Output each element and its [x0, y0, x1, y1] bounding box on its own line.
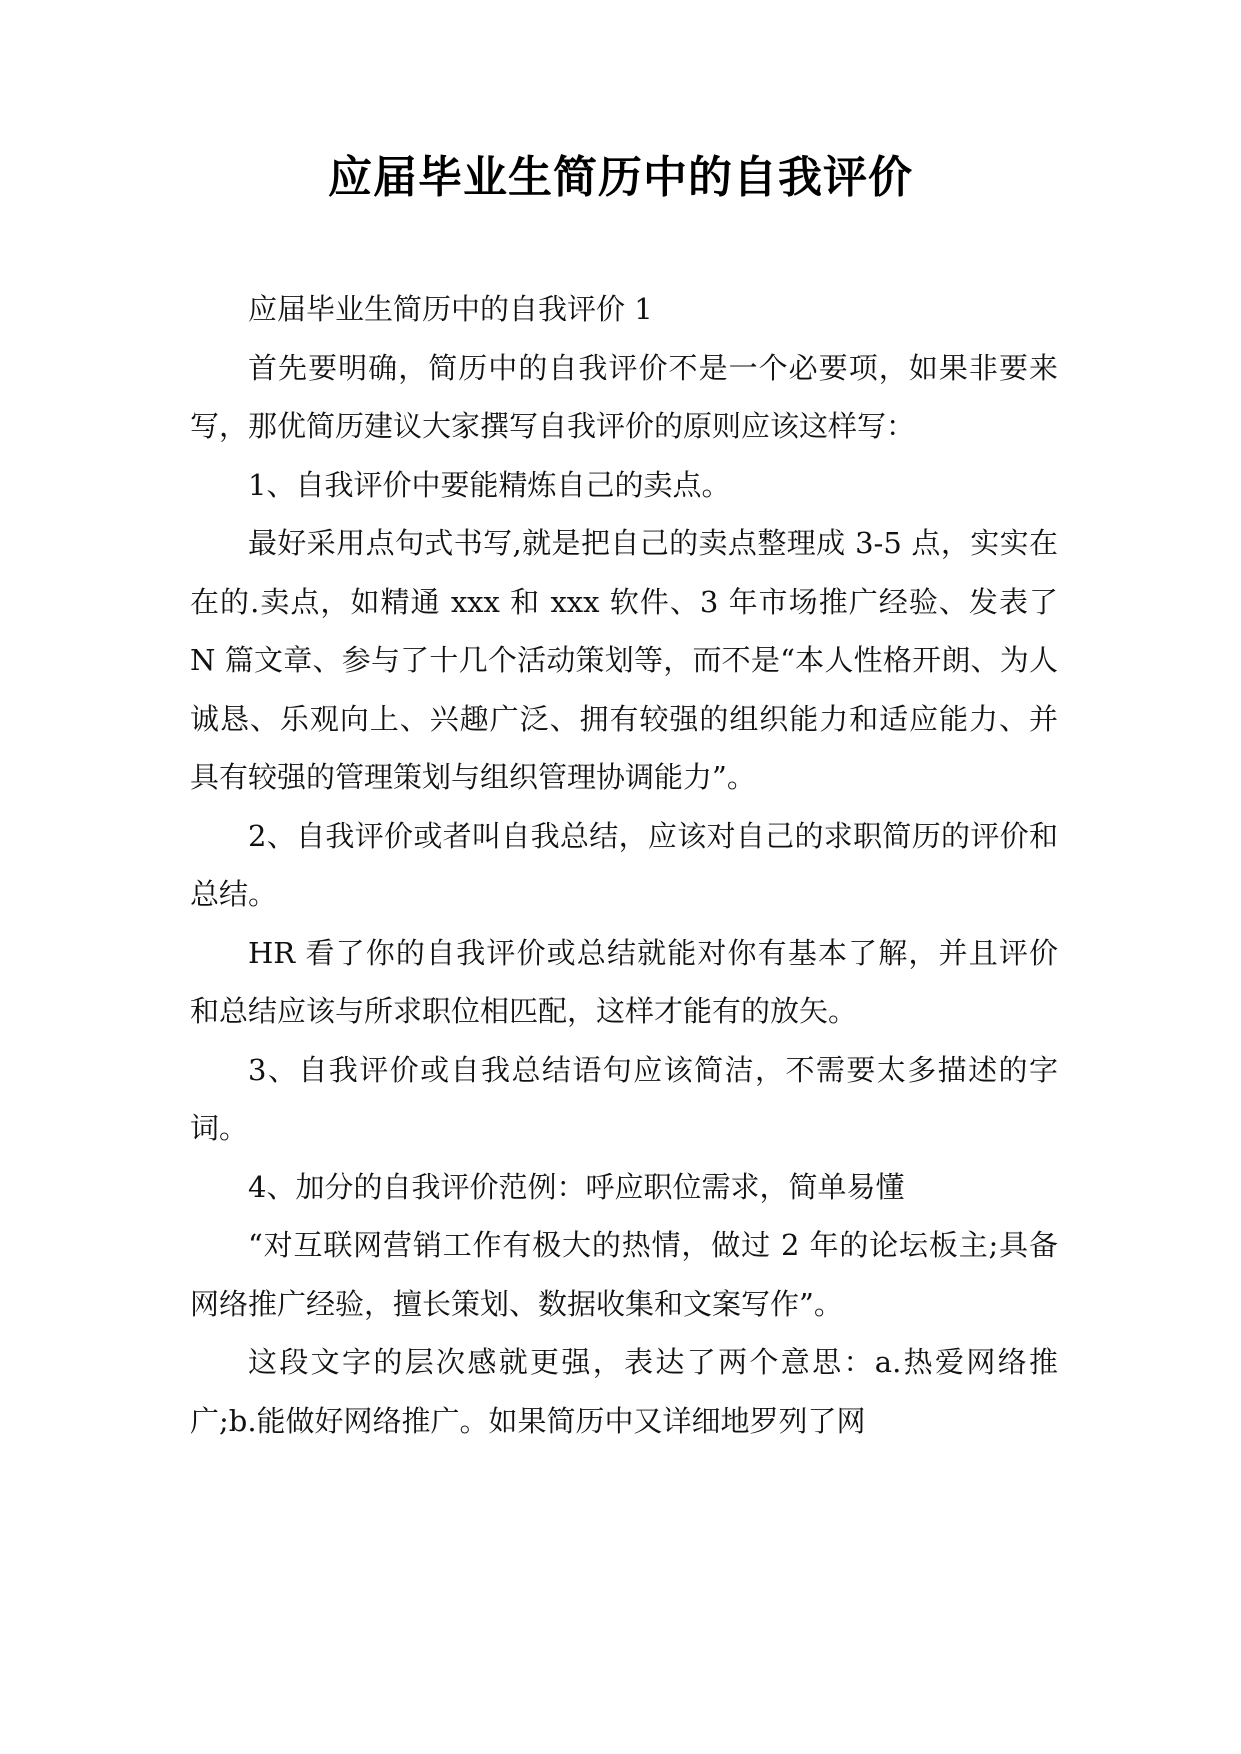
document-title: 应届毕业生简历中的自我评价	[328, 152, 913, 203]
paragraph-point-1-body: 最好采用点句式书写,就是把自己的卖点整理成 3-5 点，实实在在的.卖点，如精通 xxx 和 xxx 软件、3 年市场推广经验、发表了 N 篇文章、参与了十几个活动策划等，而不是“本人性格开朗、为人诚恳、乐观向上、兴趣广泛、拥有较强的组织能力和适应能力、并具有较强的管理策划与组织管理协调能力”。	[190, 526, 1058, 794]
paragraph-example-quote: “对互联网营销工作有极大的热情，做过 2 年的论坛板主;具备网络推广经验，擅长策划、数据收集和文案写作”。	[190, 1228, 1058, 1321]
paragraph-intro: 首先要明确，简历中的自我评价不是一个必要项，如果非要来写，那优简历建议大家撰写自我评价的原则应该这样写：	[190, 350, 1058, 443]
paragraph-point-2-body: HR 看了你的自我评价或总结就能对你有基本了解，并且评价和总结应该与所求职位相匹配，这样才能有的放矢。	[190, 935, 1058, 1028]
document-body	[190, 280, 1058, 1450]
paragraph-subtitle: 应届毕业生简历中的自我评价 1	[248, 292, 653, 326]
paragraph-point-4-heading: 4、加分的自我评价范例：呼应职位需求，简单易懂	[248, 1169, 905, 1204]
paragraph-point-3-heading: 3、自我评价或自我总结语句应该简洁，不需要太多描述的字词。	[190, 1052, 1058, 1145]
paragraph-analysis: 这段文字的层次感就更强，表达了两个意思：a.热爱网络推广;b.能做好网络推广。如果简历中又详细地罗列了网	[190, 1345, 1058, 1438]
paragraph-point-2-heading: 2、自我评价或者叫自我总结，应该对自己的求职简历的评价和总结。	[190, 818, 1058, 911]
paragraph-point-1-heading: 1、自我评价中要能精炼自己的卖点。	[248, 467, 731, 502]
